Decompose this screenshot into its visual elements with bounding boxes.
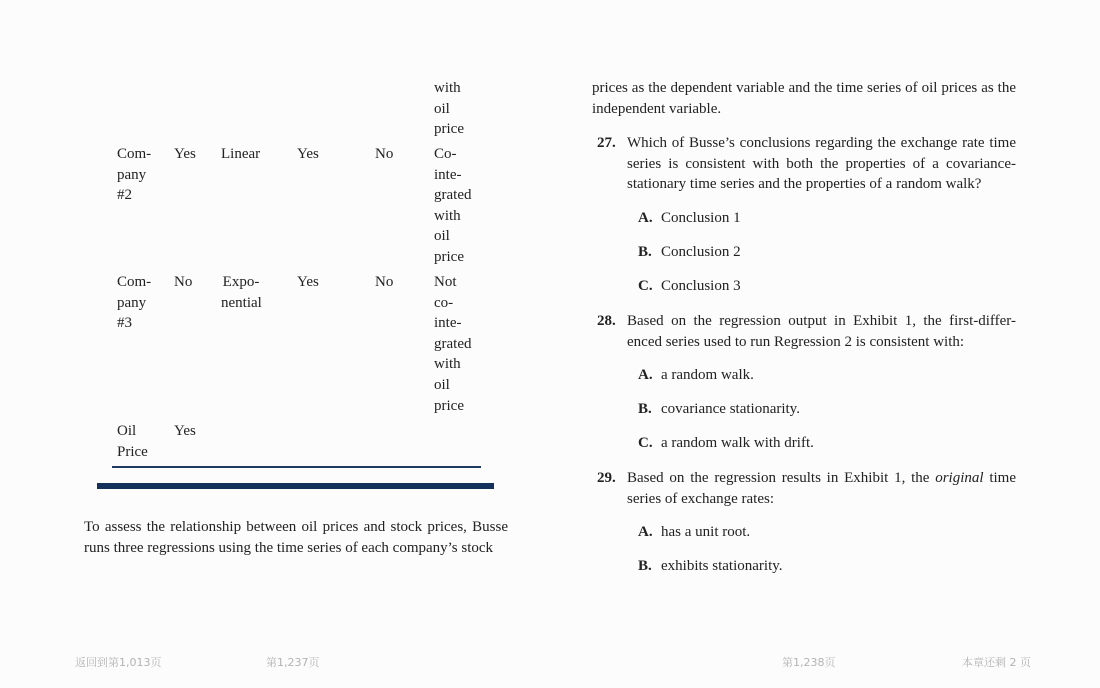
table-cell: Yes [174,423,196,439]
body-paragraph: To assess the relationship between oil prices and stock prices, Busse runs three regressions using the time series of each company’s stock [84,519,508,556]
table-cell: Yes [297,274,319,290]
body-paragraph: prices as the dependent variable and the time series of oil prices as the independent variable. [592,80,1016,117]
option-text: covariance stationarity. [661,401,800,417]
answer-option[interactable] [638,433,814,454]
table-cell: No [174,274,193,290]
table-cell: No [375,274,394,290]
answer-option[interactable] [638,522,750,543]
table-cell: No [375,146,394,162]
question-number: 29. [597,470,616,486]
question-28 [592,311,1016,352]
table-bottom-rule [112,466,481,468]
option-text: exhibits stationarity. [661,558,783,574]
table-cell: Yes [297,146,319,162]
question-text: Based on the regression output in Exhibit 1, the first-differ-enced series used to run Regression 2 is consistent with: [627,313,1016,350]
answer-option[interactable] [638,399,800,420]
answer-option[interactable] [638,556,783,577]
option-text: Conclusion 1 [661,210,741,226]
option-text: a random walk. [661,367,754,383]
question-27 [592,133,1016,195]
table-cell-company: Com- pany #3 [117,274,152,332]
answer-option[interactable] [638,208,741,229]
option-letter: B. [638,558,652,574]
table-cell-conclusion: with oil price [434,80,464,138]
question-text-part: Based on the regression results in Exhibit 1, the [627,470,936,486]
option-letter: C. [638,435,653,451]
back-to-page-link[interactable]: 返回到第1,013页 [75,656,162,669]
option-text: has a unit root. [661,524,751,540]
answer-option[interactable] [638,242,741,263]
table-cell-company: Com- pany #2 [117,146,152,204]
table-cell: Yes [174,146,196,162]
option-text: Conclusion 2 [661,244,741,260]
option-letter: A. [638,210,653,226]
chapter-remaining: 本章还剩 2 页 [962,656,1031,669]
table-cell: Expo- nential [221,274,262,311]
page-number: 第1,237页 [266,656,320,669]
exhibit-bottom-rule [97,483,494,489]
option-text: a random walk with drift. [661,435,814,451]
option-letter: A. [638,524,653,540]
question-text-part: time series of exchange rates: [627,470,1017,507]
question-text [627,468,1016,509]
question-number: 28. [597,313,616,329]
table-cell-conclusion: Not co- inte- grated with oil price [434,274,472,414]
page-number: 第1,238页 [782,656,836,669]
answer-option[interactable] [638,276,741,297]
option-letter: B. [638,401,652,417]
answer-option[interactable] [638,365,754,386]
question-text: Which of Busse’s conclusions regarding the exchange rate time series is consistent with both the properties of a covariance-stationary time series and the properties of a random walk? [627,135,1016,193]
question-text-emphasis: original [935,470,984,486]
table-cell: Linear [221,146,261,162]
option-letter: C. [638,278,653,294]
table-cell-conclusion: Co- inte- grated with oil price [434,146,472,265]
table-cell-company: Oil Price [117,423,148,460]
question-29 [592,468,1016,509]
option-letter: A. [638,367,653,383]
question-number: 27. [597,135,616,151]
option-letter: B. [638,244,652,260]
option-text: Conclusion 3 [661,278,741,294]
